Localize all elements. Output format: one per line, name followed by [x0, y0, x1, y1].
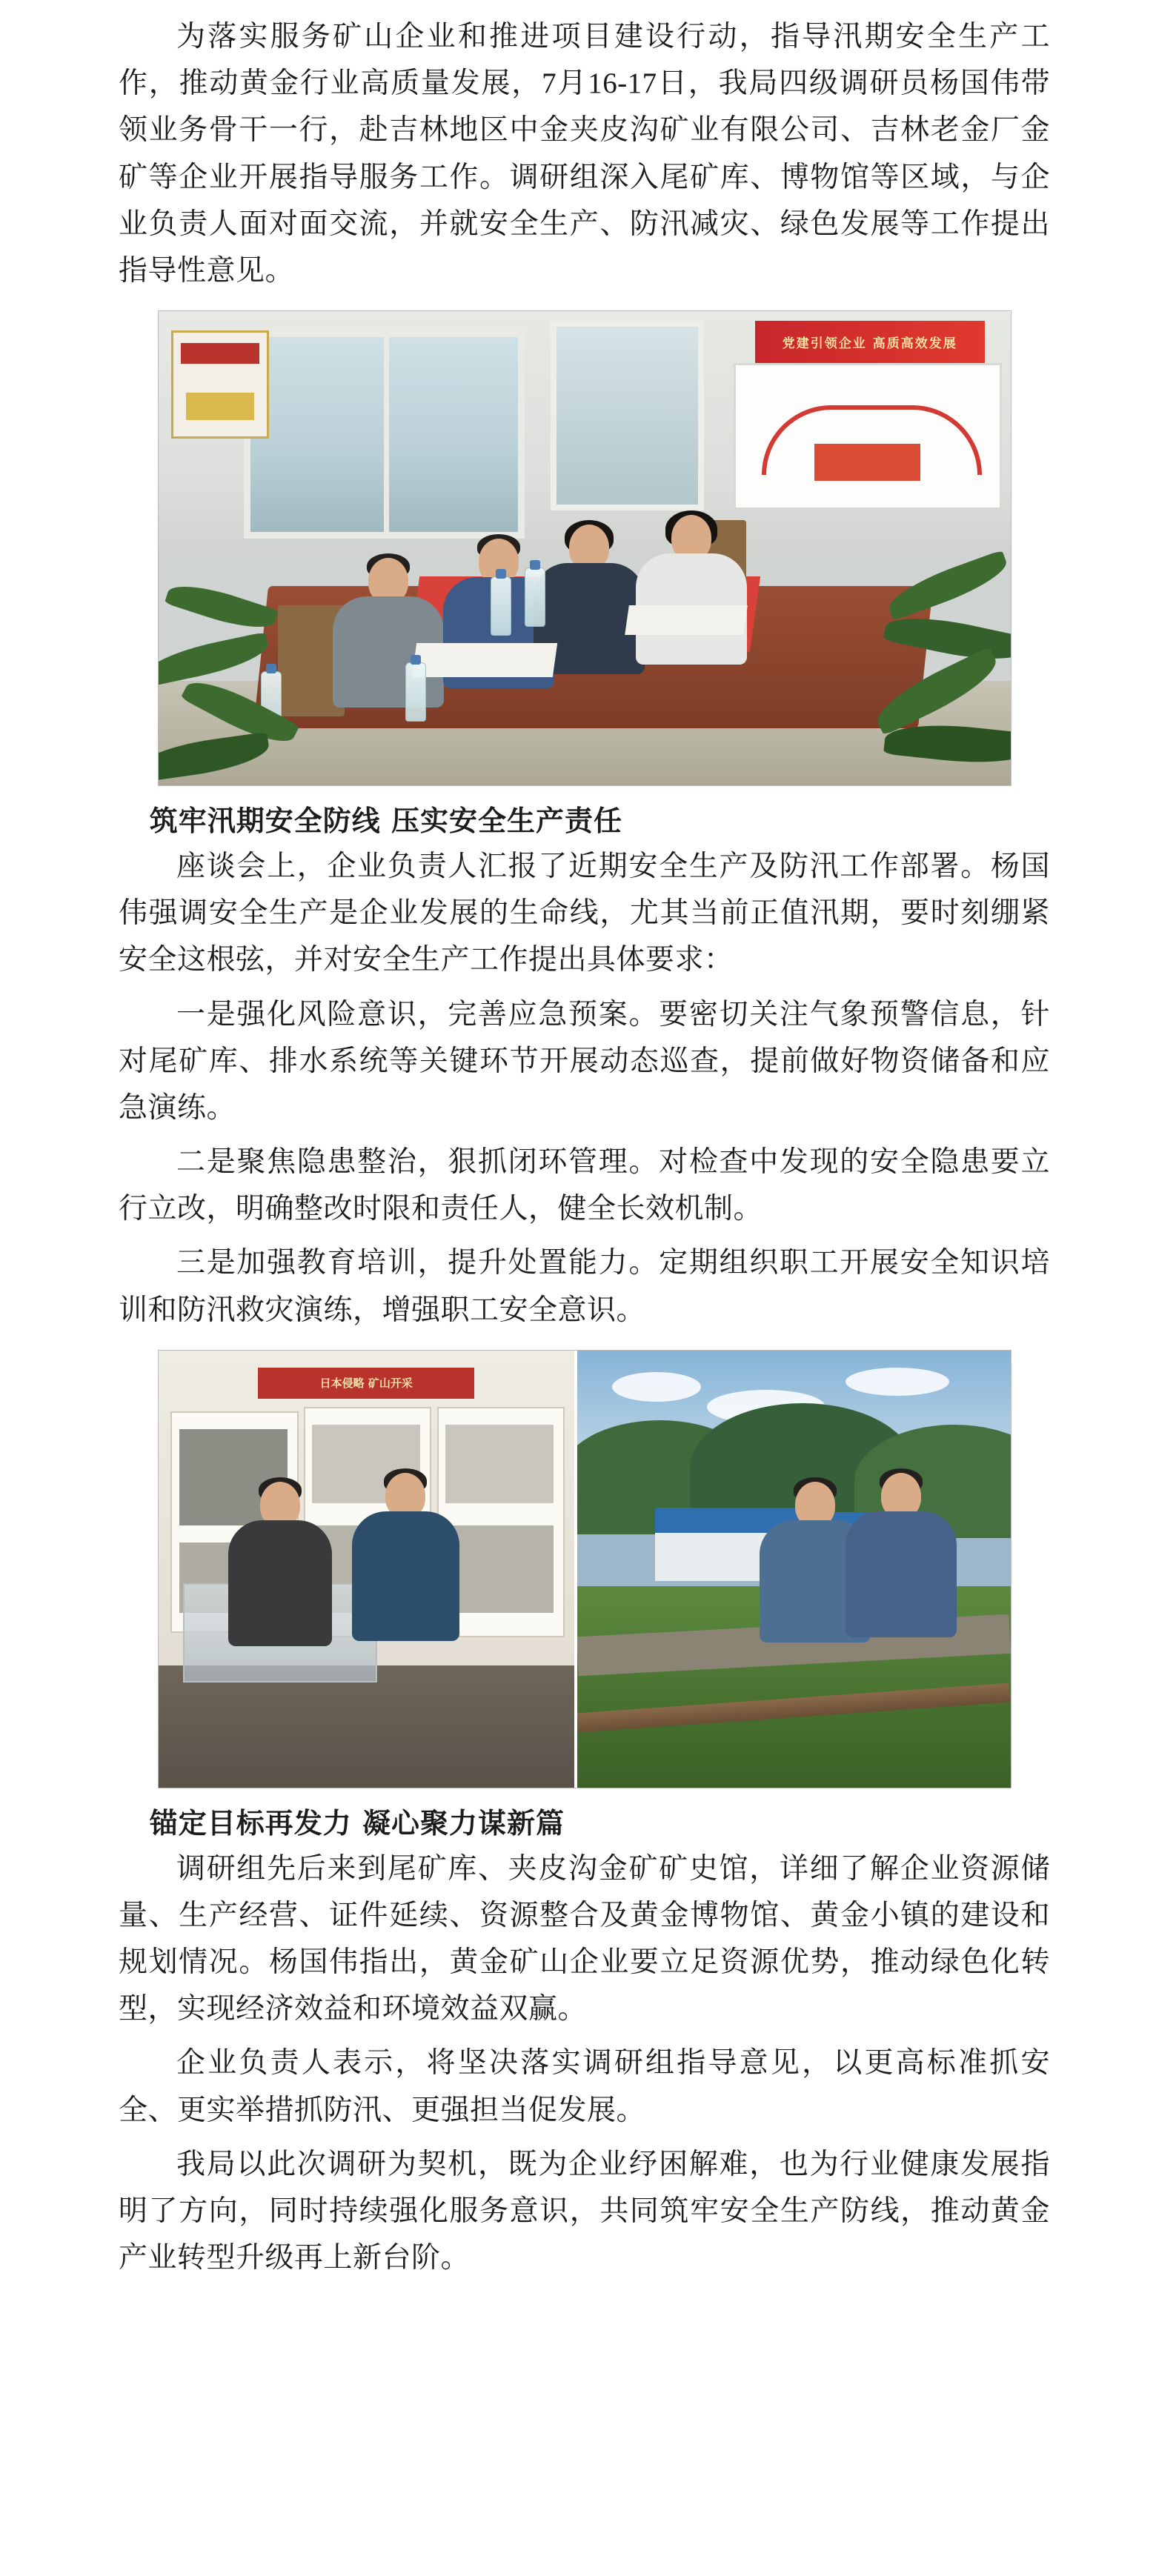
person-inspector-2 [846, 1473, 957, 1703]
section1-paragraph-3: 二是聚焦隐患整治，狠抓闭环管理。对检查中发现的安全隐患要立行立改，明确整改时限和责任人，健全长效机制。 [119, 1146, 1050, 1225]
exhibit-photo [445, 1525, 554, 1613]
section1-heading: 筑牢汛期安全防线 压实安全生产责任 [149, 805, 623, 838]
exhibit-band-text: 日本侵略 矿山开采 [258, 1368, 474, 1398]
documents-on-table [411, 643, 557, 677]
whiteboard [734, 363, 1003, 510]
water-bottle [491, 576, 511, 636]
section1-paragraph-1: 座谈会上，企业负责人汇报了近期安全生产及防汛工作部署。杨国伟强调安全生产是企业发展的生命线，尤其当前正值汛期，要时刻绷紧安全这根弦，并对安全生产工作提出具体要求： [119, 851, 1050, 976]
water-bottle [525, 568, 545, 627]
section2-heading: 锚定目标再发力 凝心聚力谋新篇 [149, 1806, 565, 1840]
banner-text: 党建引领企业 高质高效发展 [755, 321, 986, 364]
photo-outdoor-site [577, 1351, 1010, 1788]
intro-paragraph: 为落实服务矿山企业和推进项目建设行动，指导汛期安全生产工作，推动黄金行业高质量发展，7月16-17日，我局四级调研员杨国伟带领业务骨干一行，赴吉林地区中金夹皮沟矿业有限公司、吉林老金厂金矿等企业开展指导服务工作。调研组深入尾矿库、博物馆等区域，与企业负责人面对面交流，并就安全生产、防汛减灾、绿色发展等工作提出指导性意见。 [119, 21, 1050, 287]
person-guide [350, 1473, 461, 1717]
section2-paragraph-3: 我局以此次调研为契机，既为企业纾困解难，也为行业健康发展指明了方向，同时持续强化服务意识，共同筑牢安全生产防线，推动黄金产业转型升级再上新台阶。 [119, 2148, 1050, 2274]
figure-meeting-image [158, 310, 1011, 786]
figure-inspection [119, 1350, 1050, 1788]
potted-plant-right [833, 563, 1011, 785]
person-seated-4 [636, 515, 747, 663]
section1-paragraph-2: 一是强化风险意识，完善应急预案。要密切关注气象预警信息，针对尾矿库、排水系统等关键环节开展动态巡查，提前做好物资储备和应急演练。 [119, 998, 1050, 1124]
exhibit-photo [445, 1425, 554, 1503]
person-seated-1 [329, 558, 448, 713]
section2-paragraph-2: 企业负责人表示，将坚决落实调研组指导意见，以更高标准抓安全、更实举措抓防汛、更强担当促发展。 [119, 2047, 1050, 2126]
window-left [244, 330, 525, 539]
water-bottle [405, 662, 426, 722]
section1-paragraph-4: 三是加强教育培训，提升处置能力。定期组织职工开展安全知识培训和防汛救灾演练，增强职工安全意识。 [119, 1247, 1050, 1326]
photo-exhibition-hall [159, 1351, 575, 1788]
documents-on-table [625, 605, 748, 635]
figure-inspection-image [158, 1350, 1011, 1788]
window-right [551, 321, 704, 510]
potted-plant-left [158, 563, 329, 785]
figure-meeting [119, 310, 1050, 786]
section2-paragraph-1: 调研组先后来到尾矿库、夹皮沟金矿矿史馆，详细了解企业资源储量、生产经营、证件延续、资源整合及黄金博物馆、黄金小镇的建设和规划情况。杨国伟指出，黄金矿山企业要立足资源优势，推动绿色化转型，实现经济效益和环境效益双赢。 [119, 1852, 1050, 2026]
person-visitor-1 [225, 1482, 336, 1719]
wall-poster [171, 330, 270, 439]
